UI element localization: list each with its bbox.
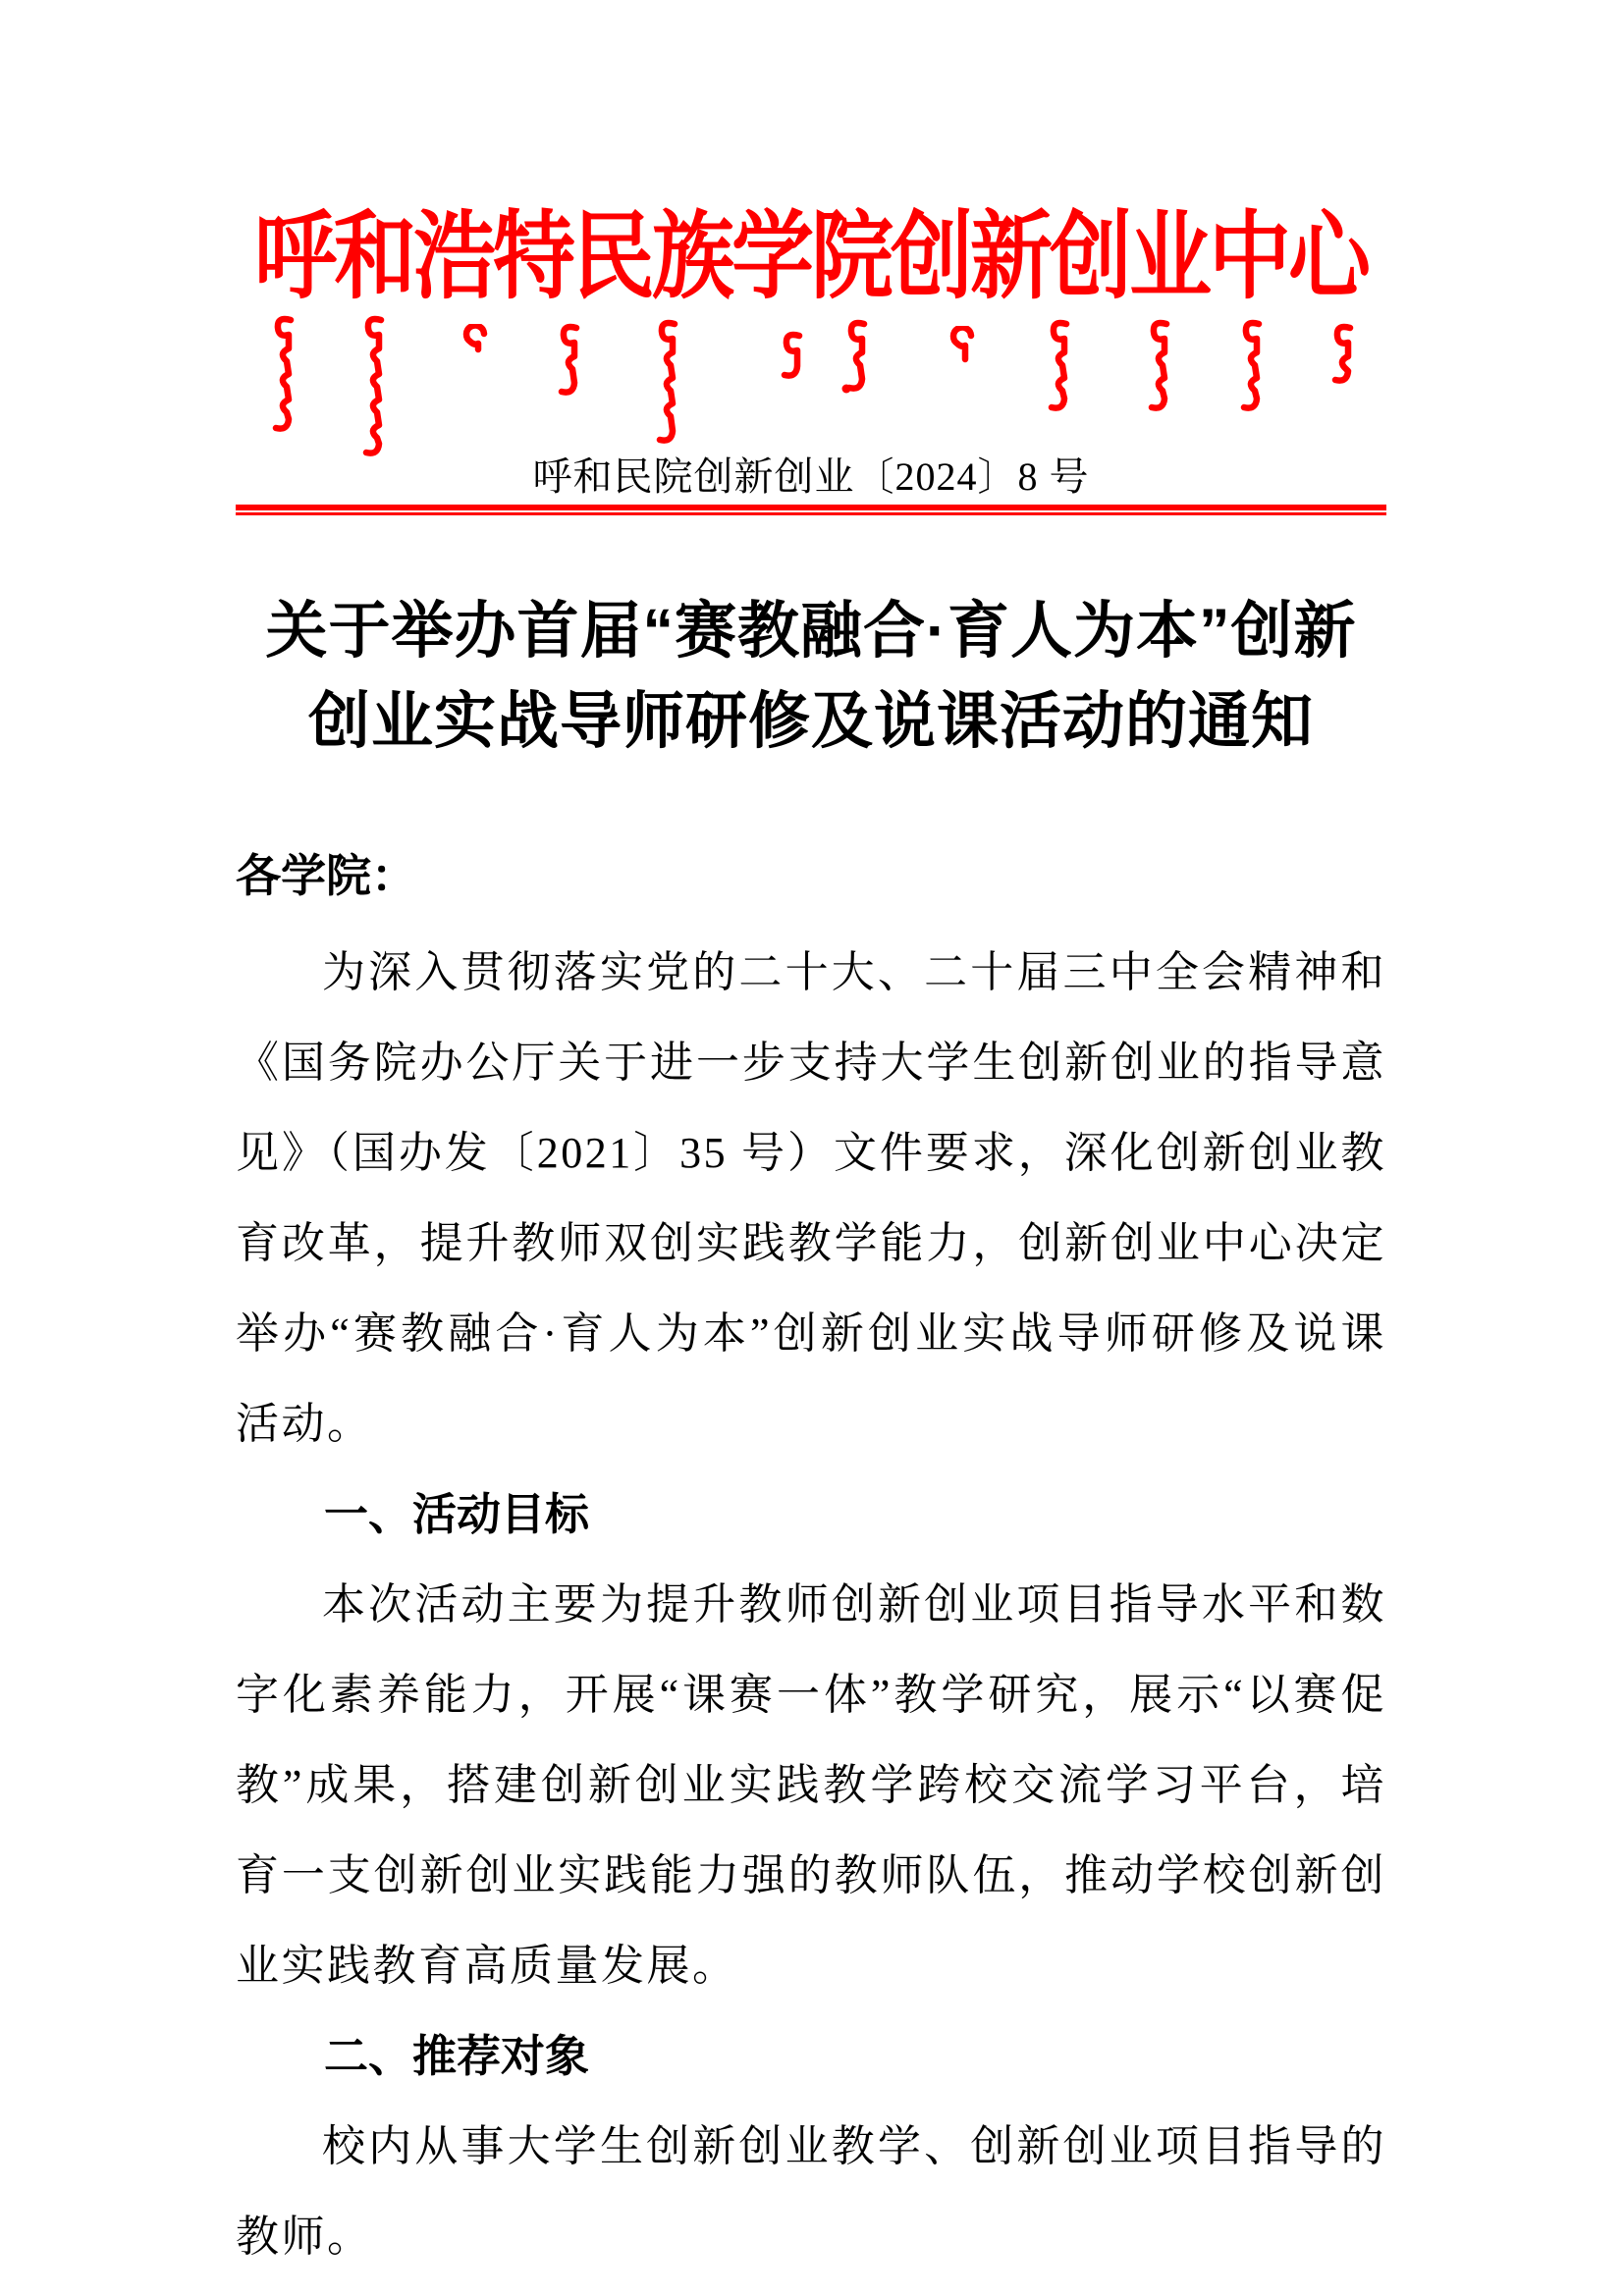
mongolian-word [267,312,306,452]
mongolian-word [1235,316,1274,431]
section-1-paragraph: 本次活动主要为提升教师创新创业项目指导水平和数字化素养能力，开展“课赛一体”教学研究，展示“以赛促教”成果，搭建创新创业实践教学跨校交流学习平台，培育一支创新创业实践能力强的教师队伍，推动学校创新创业实践教育高质量发展。 [236,1579,1386,1990]
mongolian-word [840,316,880,411]
title-line-2: 创业实战导师研修及说课活动的通知 [308,687,1314,757]
mongolian-word [651,316,690,463]
mongolian-word [553,320,592,415]
document-title [236,586,1386,767]
mongolian-word [1043,316,1082,431]
mongolian-script-row [236,312,1386,452]
section-2-heading: 二、推荐对象 [324,2030,590,2081]
mongolian-word [1143,316,1182,431]
doc-number: 呼和民院创新创业〔2024〕8 号 [532,454,1090,500]
mongolian-word [776,328,815,399]
mongolian-word [1326,320,1366,403]
mongolian-word [944,326,983,378]
red-divider [236,505,1386,515]
section-1-heading: 一、活动目标 [324,1488,590,1539]
mongolian-word [357,312,397,476]
mongolian-word [457,324,496,368]
org-title: 呼和浩特民族学院创新创业中心 [253,202,1368,310]
intro-paragraph: 为深入贯彻落实党的二十大、二十届三中全会精神和《国务院办公厅关于进一步支持大学生创新创业的指导意见》（国办发〔2021〕35 号）文件要求，深化创新创业教育改革，提升教师双创实践教学能力，创新创业中心决定举办“赛教融合·育人为本”创新创业实战导师研修及说课活动。 [236,947,1386,1448]
section-2-paragraph: 校内从事大学生创新创业教学、创新创业项目指导的教师。 [236,2121,1386,2261]
salutation: 各学院： [236,850,416,902]
title-line-1: 关于举办首届“赛教融合·育人为本”创新 [265,597,1357,667]
